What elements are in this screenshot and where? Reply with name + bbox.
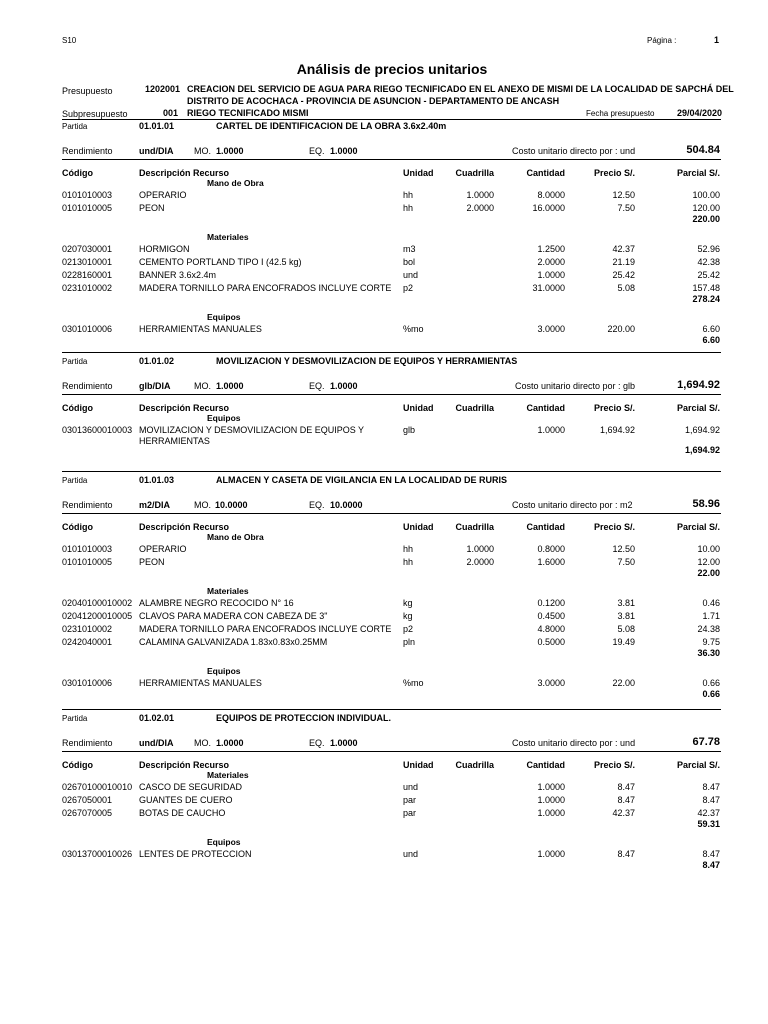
row-cantidad: 1.0000 (537, 782, 565, 792)
col-precio: Precio S/. (593, 403, 635, 413)
mo-label: MO. (194, 500, 211, 510)
group-subtotal: 0.66 (702, 689, 720, 699)
row-unidad: m3 (403, 244, 416, 254)
row-precio: 19.49 (612, 637, 635, 647)
subpresupuesto-label: Subpresupuesto (62, 109, 128, 119)
row-parcial: 1,694.92 (684, 425, 720, 435)
row-parcial: 52.96 (697, 244, 720, 254)
row-codigo: 0242040001 (62, 637, 113, 647)
mo-label: MO. (194, 738, 211, 748)
row-parcial: 157.48 (692, 283, 720, 293)
row-descripcion: MOVILIZACION Y DESMOVILIZACION DE EQUIPOS Y (139, 425, 365, 435)
row-precio: 8.47 (617, 795, 635, 805)
row-precio: 42.37 (612, 244, 635, 254)
row-parcial: 24.38 (697, 624, 720, 634)
fecha-value: 29/04/2020 (677, 108, 723, 118)
row-cuadrilla: 2.0000 (466, 557, 494, 567)
row-cantidad: 31.0000 (532, 283, 565, 293)
col-codigo: Código (62, 760, 93, 770)
col-cantidad: Cantidad (526, 760, 565, 770)
col-descripcion: Descripción Recurso (139, 168, 230, 178)
partida-label: Partida (62, 122, 88, 131)
group-subtotal: 6.60 (702, 335, 720, 345)
row-unidad: %mo (403, 324, 424, 334)
row-codigo: 03013600010003 (62, 425, 133, 435)
partida-code: 01.02.01 (139, 713, 175, 723)
row-descripcion: OPERARIO (139, 544, 187, 554)
row-parcial: 6.60 (702, 324, 720, 334)
row-parcial: 0.66 (702, 678, 720, 688)
row-codigo: 0101010005 (62, 557, 113, 567)
row-precio: 25.42 (612, 270, 635, 280)
row-precio: 12.50 (612, 190, 635, 200)
mo-label: MO. (194, 381, 211, 391)
group-heading: Equipos (207, 666, 241, 676)
col-descripcion: Descripción Recurso (139, 403, 230, 413)
rendimiento-rule (62, 513, 721, 514)
row-cantidad: 4.8000 (537, 624, 565, 634)
row-codigo: 0231010002 (62, 624, 113, 634)
row-precio: 5.08 (617, 624, 635, 634)
rendimiento-label: Rendimiento (62, 500, 113, 510)
col-cantidad: Cantidad (526, 168, 565, 178)
partida-description: EQUIPOS DE PROTECCION INDIVIDUAL. (216, 713, 392, 723)
col-unidad: Unidad (403, 522, 434, 532)
row-parcial: 25.42 (697, 270, 720, 280)
col-codigo: Código (62, 522, 93, 532)
rendimiento-rule (62, 394, 721, 395)
row-cantidad: 3.0000 (537, 324, 565, 334)
row-parcial: 1.71 (702, 611, 720, 621)
row-parcial: 8.47 (702, 782, 720, 792)
row-cantidad: 1.6000 (537, 557, 565, 567)
col-unidad: Unidad (403, 760, 434, 770)
row-cuadrilla: 1.0000 (466, 544, 494, 554)
row-descripcion: PEON (139, 203, 165, 213)
group-subtotal: 220.00 (692, 214, 720, 224)
row-descripcion: GUANTES DE CUERO (139, 795, 233, 805)
rendimiento-unit: und/DIA (139, 738, 174, 748)
row-descripcion: CASCO DE SEGURIDAD (139, 782, 243, 792)
subpresupuesto-desc: RIEGO TECNIFICADO MISMI (187, 108, 309, 118)
row-descripcion: ALAMBRE NEGRO RECOCIDO N° 16 (139, 598, 294, 608)
row-codigo: 0101010005 (62, 203, 113, 213)
row-descripcion: CALAMINA GALVANIZADA 1.83x0.83x0.25MM (139, 637, 328, 647)
rendimiento-label: Rendimiento (62, 146, 113, 156)
partida-label: Partida (62, 476, 88, 485)
group-heading: Materiales (207, 770, 249, 780)
row-precio: 8.47 (617, 782, 635, 792)
col-unidad: Unidad (403, 403, 434, 413)
presupuesto-desc-line2: DISTRITO DE ACOCHACA - PROVINCIA DE ASUNCION - DEPARTAMENTO DE ANCASH (187, 96, 560, 106)
group-heading: Mano de Obra (207, 532, 264, 542)
eq-label: EQ. (309, 146, 325, 156)
partida-description: ALMACEN Y CASETA DE VIGILANCIA EN LA LOCALIDAD DE RURIS (216, 475, 508, 485)
col-precio: Precio S/. (593, 522, 635, 532)
row-precio: 5.08 (617, 283, 635, 293)
row-unidad: hh (403, 557, 414, 567)
row-codigo: 0301010006 (62, 324, 113, 334)
group-subtotal: 59.31 (697, 819, 720, 829)
row-unidad: hh (403, 190, 414, 200)
partida-description: MOVILIZACION Y DESMOVILIZACION DE EQUIPOS Y HERRAMIENTAS (216, 356, 518, 366)
row-parcial: 0.46 (702, 598, 720, 608)
row-descripcion: BANNER 3.6x2.4m (139, 270, 217, 280)
row-codigo: 03013700010026 (62, 849, 133, 859)
row-precio: 1,694.92 (599, 425, 635, 435)
col-precio: Precio S/. (593, 760, 635, 770)
row-cantidad: 1.2500 (537, 244, 565, 254)
row-parcial: 120.00 (692, 203, 720, 213)
row-unidad: p2 (403, 624, 414, 634)
row-unidad: %mo (403, 678, 424, 688)
row-parcial: 10.00 (697, 544, 720, 554)
partida-separator (62, 352, 721, 353)
eq-value: 1.0000 (330, 738, 358, 748)
row-codigo: 0267050001 (62, 795, 113, 805)
row-precio: 3.81 (617, 598, 635, 608)
row-parcial: 8.47 (702, 795, 720, 805)
partida-separator (62, 709, 721, 710)
row-precio: 7.50 (617, 203, 635, 213)
partida-code: 01.01.02 (139, 356, 175, 366)
costo-value: 58.96 (692, 498, 720, 510)
row-cantidad: 8.0000 (537, 190, 565, 200)
col-parcial: Parcial S/. (676, 522, 720, 532)
partida-separator (62, 471, 721, 472)
row-codigo: 0267070005 (62, 808, 113, 818)
mo-value: 1.0000 (216, 738, 244, 748)
row-cantidad: 1.0000 (537, 795, 565, 805)
row-descripcion: CEMENTO PORTLAND TIPO I (42.5 kg) (139, 257, 302, 267)
col-precio: Precio S/. (593, 168, 635, 178)
header-rule (62, 119, 721, 120)
group-subtotal: 1,694.92 (684, 445, 720, 455)
col-cuadrilla: Cuadrilla (455, 403, 494, 413)
row-parcial: 42.37 (697, 808, 720, 818)
row-precio: 8.47 (617, 849, 635, 859)
col-cuadrilla: Cuadrilla (455, 168, 494, 178)
col-codigo: Código (62, 403, 93, 413)
costo-label: Costo unitario directo por : glb (515, 381, 636, 391)
row-cantidad: 1.0000 (537, 270, 565, 280)
row-codigo: 0231010002 (62, 283, 113, 293)
group-subtotal: 278.24 (692, 294, 720, 304)
row-codigo: 0213010001 (62, 257, 113, 267)
mo-value: 1.0000 (216, 381, 244, 391)
mo-value: 10.0000 (215, 500, 248, 510)
rendimiento-rule (62, 159, 721, 160)
row-descripcion: HERRAMIENTAS MANUALES (139, 678, 262, 688)
software-label: S10 (62, 36, 77, 45)
costo-label: Costo unitario directo por : und (512, 146, 636, 156)
row-unidad: par (403, 808, 417, 818)
rendimiento-unit: und/DIA (139, 146, 174, 156)
row-cantidad: 1.0000 (537, 808, 565, 818)
row-parcial: 100.00 (692, 190, 720, 200)
page-number: 1 (714, 35, 720, 45)
row-cantidad: 0.8000 (537, 544, 565, 554)
page-title: Análisis de precios unitarios (296, 61, 488, 77)
rendimiento-label: Rendimiento (62, 738, 113, 748)
col-cuadrilla: Cuadrilla (455, 760, 494, 770)
row-descripcion: PEON (139, 557, 165, 567)
eq-value: 10.0000 (330, 500, 363, 510)
row-parcial: 9.75 (702, 637, 720, 647)
row-cantidad: 3.0000 (537, 678, 565, 688)
eq-value: 1.0000 (330, 381, 358, 391)
partida-code: 01.01.03 (139, 475, 175, 485)
row-cuadrilla: 2.0000 (466, 203, 494, 213)
row-unidad: und (403, 849, 419, 859)
presupuesto-desc-line1: CREACION DEL SERVICIO DE AGUA PARA RIEGO TECNIFICADO EN EL ANEXO DE MISMI DE LA LOCALIDAD DE SAPCHÁ DEL (187, 84, 734, 94)
costo-label: Costo unitario directo por : m2 (512, 500, 633, 510)
row-precio: 7.50 (617, 557, 635, 567)
mo-label: MO. (194, 146, 211, 156)
eq-label: EQ. (309, 381, 325, 391)
row-cantidad: 1.0000 (537, 849, 565, 859)
row-unidad: glb (403, 425, 416, 435)
row-unidad: p2 (403, 283, 414, 293)
row-cantidad: 0.1200 (537, 598, 565, 608)
col-unidad: Unidad (403, 168, 434, 178)
costo-value: 67.78 (692, 736, 720, 748)
col-descripcion: Descripción Recurso (139, 760, 230, 770)
row-codigo: 02041200010005 (62, 611, 133, 621)
row-unidad: und (403, 782, 419, 792)
partida-code: 01.01.01 (139, 121, 175, 131)
partida-label: Partida (62, 714, 88, 723)
row-descripcion-cont: HERRAMIENTAS (139, 436, 210, 446)
row-codigo: 0101010003 (62, 190, 113, 200)
row-codigo: 0301010006 (62, 678, 113, 688)
costo-value: 1,694.92 (677, 379, 720, 391)
row-codigo: 0101010003 (62, 544, 113, 554)
rendimiento-label: Rendimiento (62, 381, 113, 391)
group-subtotal: 22.00 (697, 568, 720, 578)
row-cantidad: 0.4500 (537, 611, 565, 621)
row-codigo: 02670100010010 (62, 782, 133, 792)
row-unidad: pln (403, 637, 416, 647)
page-label: Página : (647, 36, 677, 45)
eq-label: EQ. (309, 500, 325, 510)
group-heading: Materiales (207, 232, 249, 242)
row-unidad: bol (403, 257, 416, 267)
presupuesto-code: 1202001 (145, 84, 181, 94)
group-heading: Mano de Obra (207, 178, 264, 188)
row-unidad: und (403, 270, 419, 280)
eq-value: 1.0000 (330, 146, 358, 156)
row-precio: 3.81 (617, 611, 635, 621)
row-parcial: 12.00 (697, 557, 720, 567)
col-cantidad: Cantidad (526, 522, 565, 532)
row-cantidad: 0.5000 (537, 637, 565, 647)
row-unidad: kg (403, 611, 413, 621)
partida-label: Partida (62, 357, 88, 366)
col-parcial: Parcial S/. (676, 760, 720, 770)
row-unidad: hh (403, 203, 414, 213)
fecha-label: Fecha presupuesto (586, 109, 655, 118)
partida-description: CARTEL DE IDENTIFICACION DE LA OBRA 3.6x2.40m (216, 121, 447, 131)
row-cantidad: 1.0000 (537, 425, 565, 435)
mo-value: 1.0000 (216, 146, 244, 156)
row-precio: 21.19 (612, 257, 635, 267)
rendimiento-unit: m2/DIA (139, 500, 171, 510)
row-cantidad: 2.0000 (537, 257, 565, 267)
col-parcial: Parcial S/. (676, 403, 720, 413)
row-cuadrilla: 1.0000 (466, 190, 494, 200)
col-codigo: Código (62, 168, 93, 178)
col-cuadrilla: Cuadrilla (455, 522, 494, 532)
presupuesto-label: Presupuesto (62, 86, 113, 96)
row-descripcion: LENTES DE PROTECCION (139, 849, 252, 859)
rendimiento-rule (62, 751, 721, 752)
row-parcial: 42.38 (697, 257, 720, 267)
row-cantidad: 16.0000 (532, 203, 565, 213)
row-descripcion: BOTAS DE CAUCHO (139, 808, 226, 818)
col-parcial: Parcial S/. (676, 168, 720, 178)
subpresupuesto-code: 001 (163, 108, 179, 118)
row-precio: 22.00 (612, 678, 635, 688)
costo-value: 504.84 (686, 144, 720, 156)
costo-label: Costo unitario directo por : und (512, 738, 636, 748)
row-descripcion: MADERA TORNILLO PARA ENCOFRADOS INCLUYE CORTE (139, 624, 392, 634)
row-precio: 220.00 (607, 324, 635, 334)
row-codigo: 0228160001 (62, 270, 113, 280)
group-heading: Equipos (207, 837, 241, 847)
row-unidad: kg (403, 598, 413, 608)
rendimiento-unit: glb/DIA (139, 381, 171, 391)
row-codigo: 0207030001 (62, 244, 113, 254)
group-heading: Equipos (207, 413, 241, 423)
row-descripcion: OPERARIO (139, 190, 187, 200)
row-codigo: 02040100010002 (62, 598, 133, 608)
group-heading: Equipos (207, 312, 241, 322)
row-unidad: hh (403, 544, 414, 554)
group-heading: Materiales (207, 586, 249, 596)
row-descripcion: MADERA TORNILLO PARA ENCOFRADOS INCLUYE CORTE (139, 283, 392, 293)
row-precio: 12.50 (612, 544, 635, 554)
row-descripcion: HERRAMIENTAS MANUALES (139, 324, 262, 334)
row-precio: 42.37 (612, 808, 635, 818)
row-unidad: par (403, 795, 417, 805)
row-parcial: 8.47 (702, 849, 720, 859)
row-descripcion: CLAVOS PARA MADERA CON CABEZA DE 3" (139, 611, 328, 621)
group-subtotal: 36.30 (697, 648, 720, 658)
eq-label: EQ. (309, 738, 325, 748)
row-descripcion: HORMIGON (139, 244, 190, 254)
col-descripcion: Descripción Recurso (139, 522, 230, 532)
col-cantidad: Cantidad (526, 403, 565, 413)
group-subtotal: 8.47 (702, 860, 720, 870)
